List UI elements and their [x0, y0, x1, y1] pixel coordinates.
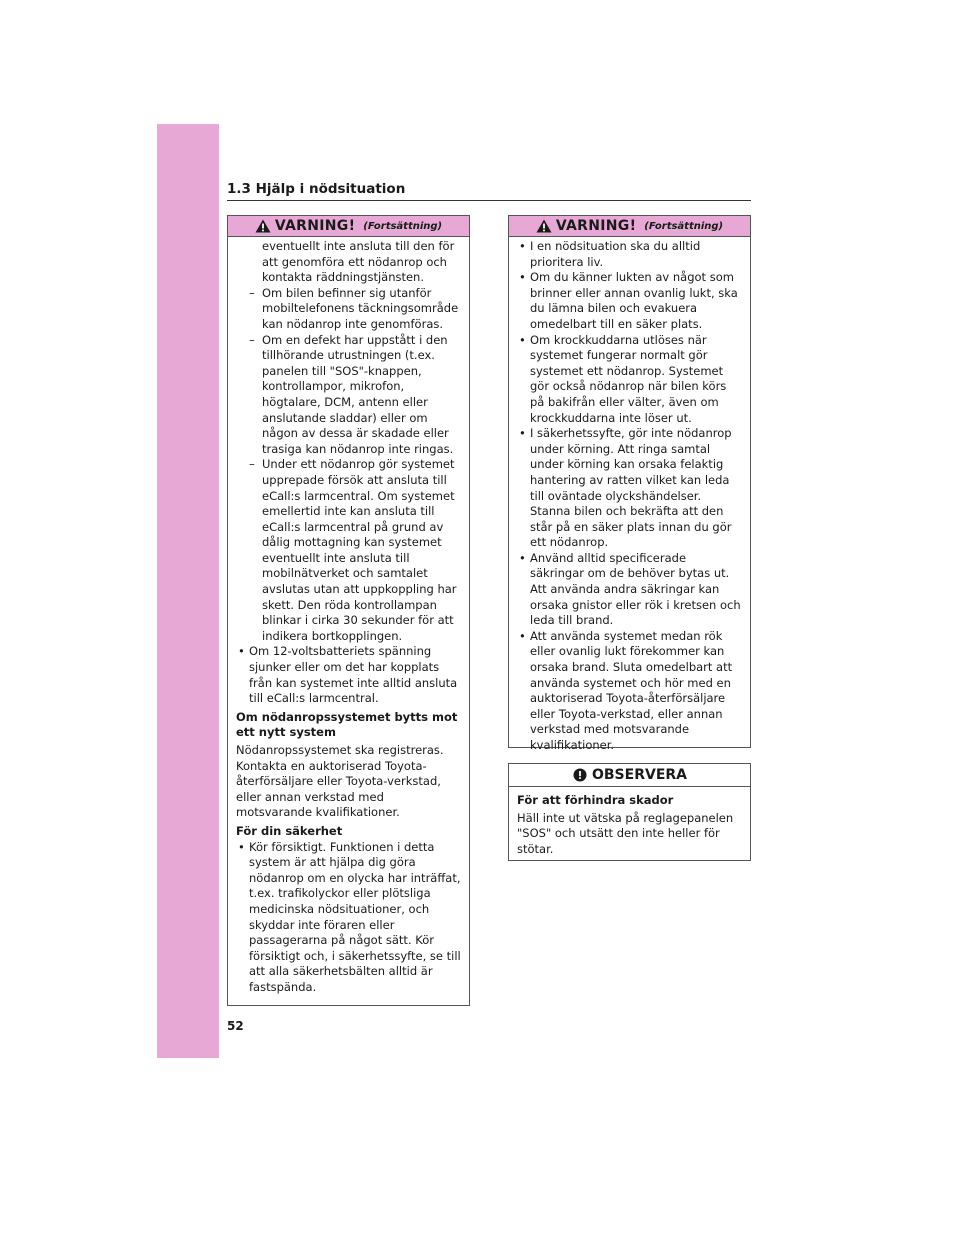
warning-triangle-icon [536, 219, 552, 233]
subheading: För att förhindra skador [517, 793, 674, 807]
list-item: • Använd alltid specificerade säkringar om de behöver bytas ut. Att använda andra säkringar kan orsaka gnistor eller rök i kretsen och leda till brand. [519, 550, 741, 628]
observera-box-content [509, 787, 750, 865]
list-item: • Om krockkuddarna utlöses när systemet fungerar normalt gör systemet ett nödanrop. Systemet gör också nödanrop när bilen körs på bakifrån eller välter, även om krockkuddarna inte löser ut. [519, 332, 727, 425]
warning-box-left-header [228, 216, 469, 237]
list-item: – Under ett nödanrop gör systemet upprepade försök att ansluta till eCall:s larmcentral. Om systemet emellertid inte kan ansluta till eCall:s larmcentral på grund av dålig mottagning kan systemet eventuellt inte ansluta till mobilnätverket och samtalet avslutas utan att uppkoppling har skett. Den röda kontrollampan blinkar i cirka 30 sekunder för att indikera bortkopplingen. [249, 457, 457, 643]
list-item: • Om du känner lukten av något som brinner eller annan ovanlig lukt, ska du lämna bilen och evakuera omedelbart till en säker plats. [519, 270, 738, 331]
list-item-text: Om 12-voltsbatteriets spänning sjunker eller om det har kopplats från kan systemet inte alltid ansluta till eCall:s larmcentral. [249, 644, 458, 706]
section-title: 1.3 Hjälp i nödsituation [227, 181, 751, 201]
warning-subtitle: (Fortsättning) [363, 220, 443, 232]
warning-box-right-content [509, 237, 750, 762]
subheading: För din säkerhet [236, 823, 343, 838]
list-item-text: Om krockkuddarna utlöses när systemet fungerar normalt gör systemet ett nödanrop. Systemet gör också nödanrop när bilen körs på bakifrån eller välter, även om krockkuddarna inte löser ut. [530, 332, 727, 425]
list-item: – Om bilen befinner sig utanför mobiltelefonens täckningsområde kan nödanrop inte genomföras. [249, 285, 459, 331]
paragraph: Häll inte ut vätska på reglagepanelen "SOS" och utsätt den inte heller för stötar. [517, 810, 734, 856]
list-item: – Om en defekt har uppstått i den tillhörande utrustningen (t.ex. panelen till "SOS"-knappen, kontrollampor, mikrofon, högtalare, DCM, antenn eller anslutande sladdar) eller om någon av dessa är skadade eller trasiga kan nödanrop inte ringas. [249, 332, 454, 456]
list-item-text: Att använda systemet medan rök eller ovanlig lukt förekommer kan orsaka brand. Sluta omedelbart att använda systemet och hör med en auktoriserad Toyota-återförsäljare eller Toyota-verkstad, eller annan verkstad med motsvarande kvalifikationer. [530, 628, 733, 752]
warning-title: VARNING! [274, 218, 356, 234]
list-item: • I säkerhetssyfte, gör inte nödanrop under körning. Att ringa samtal under körning kan orsaka felaktig hantering av ratten vilket kan leda till oväntade olyckshändelser. Stanna bilen och bekräfta att den står på en säker plats innan du gör ett nödanrop. [519, 426, 732, 550]
warning-box-right-header [509, 216, 750, 237]
caution-icon [572, 768, 588, 782]
list-item: • I en nödsituation ska du alltid prioritera liv. [519, 239, 701, 269]
warning-triangle-icon [255, 219, 271, 233]
list-item-text: I säkerhetssyfte, gör inte nödanrop under körning. Att ringa samtal under körning kan orsaka felaktig hantering av ratten vilket kan leda till oväntade olyckshändelser. Stanna bilen och bekräfta att den står på en säker plats innan du gör ett nödanrop. [530, 426, 732, 550]
list-item-text: Under ett nödanrop gör systemet upprepade försök att ansluta till eCall:s larmcentral. Om systemet emellertid inte kan ansluta till eCall:s larmcentral på grund av dålig mottagning kan systemet eventuellt inte ansluta till mobilnätverket och samtalet avslutas utan att uppkoppling har skett. Den röda kontrollampan blinkar i cirka 30 sekunder för att indikera bortkopplingen. [262, 457, 457, 643]
list-item: • Om 12-voltsbatteriets spänning sjunker eller om det har kopplats från kan systemet inte alltid ansluta till eCall:s larmcentral. [238, 644, 458, 706]
list-item-text: I en nödsituation ska du alltid prioritera liv. [530, 239, 701, 269]
side-tab [157, 124, 219, 1058]
warning-title: VARNING! [555, 218, 637, 234]
warning-box-right [508, 215, 751, 752]
subheading: Om nödanropssystemet bytts mot ett nytt system [236, 709, 458, 740]
list-item: • Kör försiktigt. Funktionen i detta system är att hjälpa dig göra nödanrop om en olycka har inträffat, t.ex. trafikolyckor eller plötsliga medicinska nödsituationer, och skyddar inte föraren eller passagerarna på något sätt. Kör försiktigt och, i säkerhetssyfte, se till att alla säkerhetsbälten alltid är fastspända. [238, 839, 461, 994]
page-number: 52 [227, 1019, 244, 1033]
observera-box-header [509, 764, 750, 787]
warning-box-left-content [228, 237, 469, 1004]
list-item-text: Använd alltid specificerade säkringar om de behöver bytas ut. Att använda andra säkringar kan orsaka gnistor eller rök i kretsen och leda till brand. [530, 550, 741, 628]
list-item-text: Om en defekt har uppstått i den tillhörande utrustningen (t.ex. panelen till "SOS"-knappen, kontrollampor, mikrofon, högtalare, DCM, antenn eller anslutande sladdar) eller om någon av dessa är skadade eller trasiga kan nödanrop inte ringas. [262, 332, 454, 456]
warning-subtitle: (Fortsättning) [644, 220, 724, 232]
observera-title: OBSERVERA [591, 767, 687, 783]
observera-box [508, 763, 751, 861]
paragraph: Nödanropssystemet ska registreras. Kontakta en auktoriserad Toyota-återförsäljare eller Toyota-verkstad, eller annan verkstad med motsvarande kvalifikationer. [236, 743, 444, 820]
list-item-text: Kör försiktigt. Funktionen i detta system är att hjälpa dig göra nödanrop om en olycka har inträffat, t.ex. trafikolyckor eller plötsliga medicinska nödsituationer, och skyddar inte föraren eller passagerarna på något sätt. Kör försiktigt och, i säkerhetssyfte, se till att alla säkerhetsbälten alltid är fastspända. [249, 839, 461, 994]
warning-box-left [227, 215, 470, 1006]
continued-text: eventuellt inte ansluta till den för att genomföra ett nödanrop och kontakta räddningstjänsten. [262, 239, 455, 285]
list-item-text: Om bilen befinner sig utanför mobiltelefonens täckningsområde kan nödanrop inte genomföras. [262, 285, 459, 331]
list-item-text: Om du känner lukten av något som brinner eller annan ovanlig lukt, ska du lämna bilen och evakuera omedelbart till en säker plats. [530, 270, 738, 331]
list-item: • Att använda systemet medan rök eller ovanlig lukt förekommer kan orsaka brand. Sluta omedelbart att använda systemet och hör med en auktoriserad Toyota-återförsäljare eller Toyota-verkstad, eller annan verkstad med motsvarande kvalifikationer. [519, 628, 733, 752]
